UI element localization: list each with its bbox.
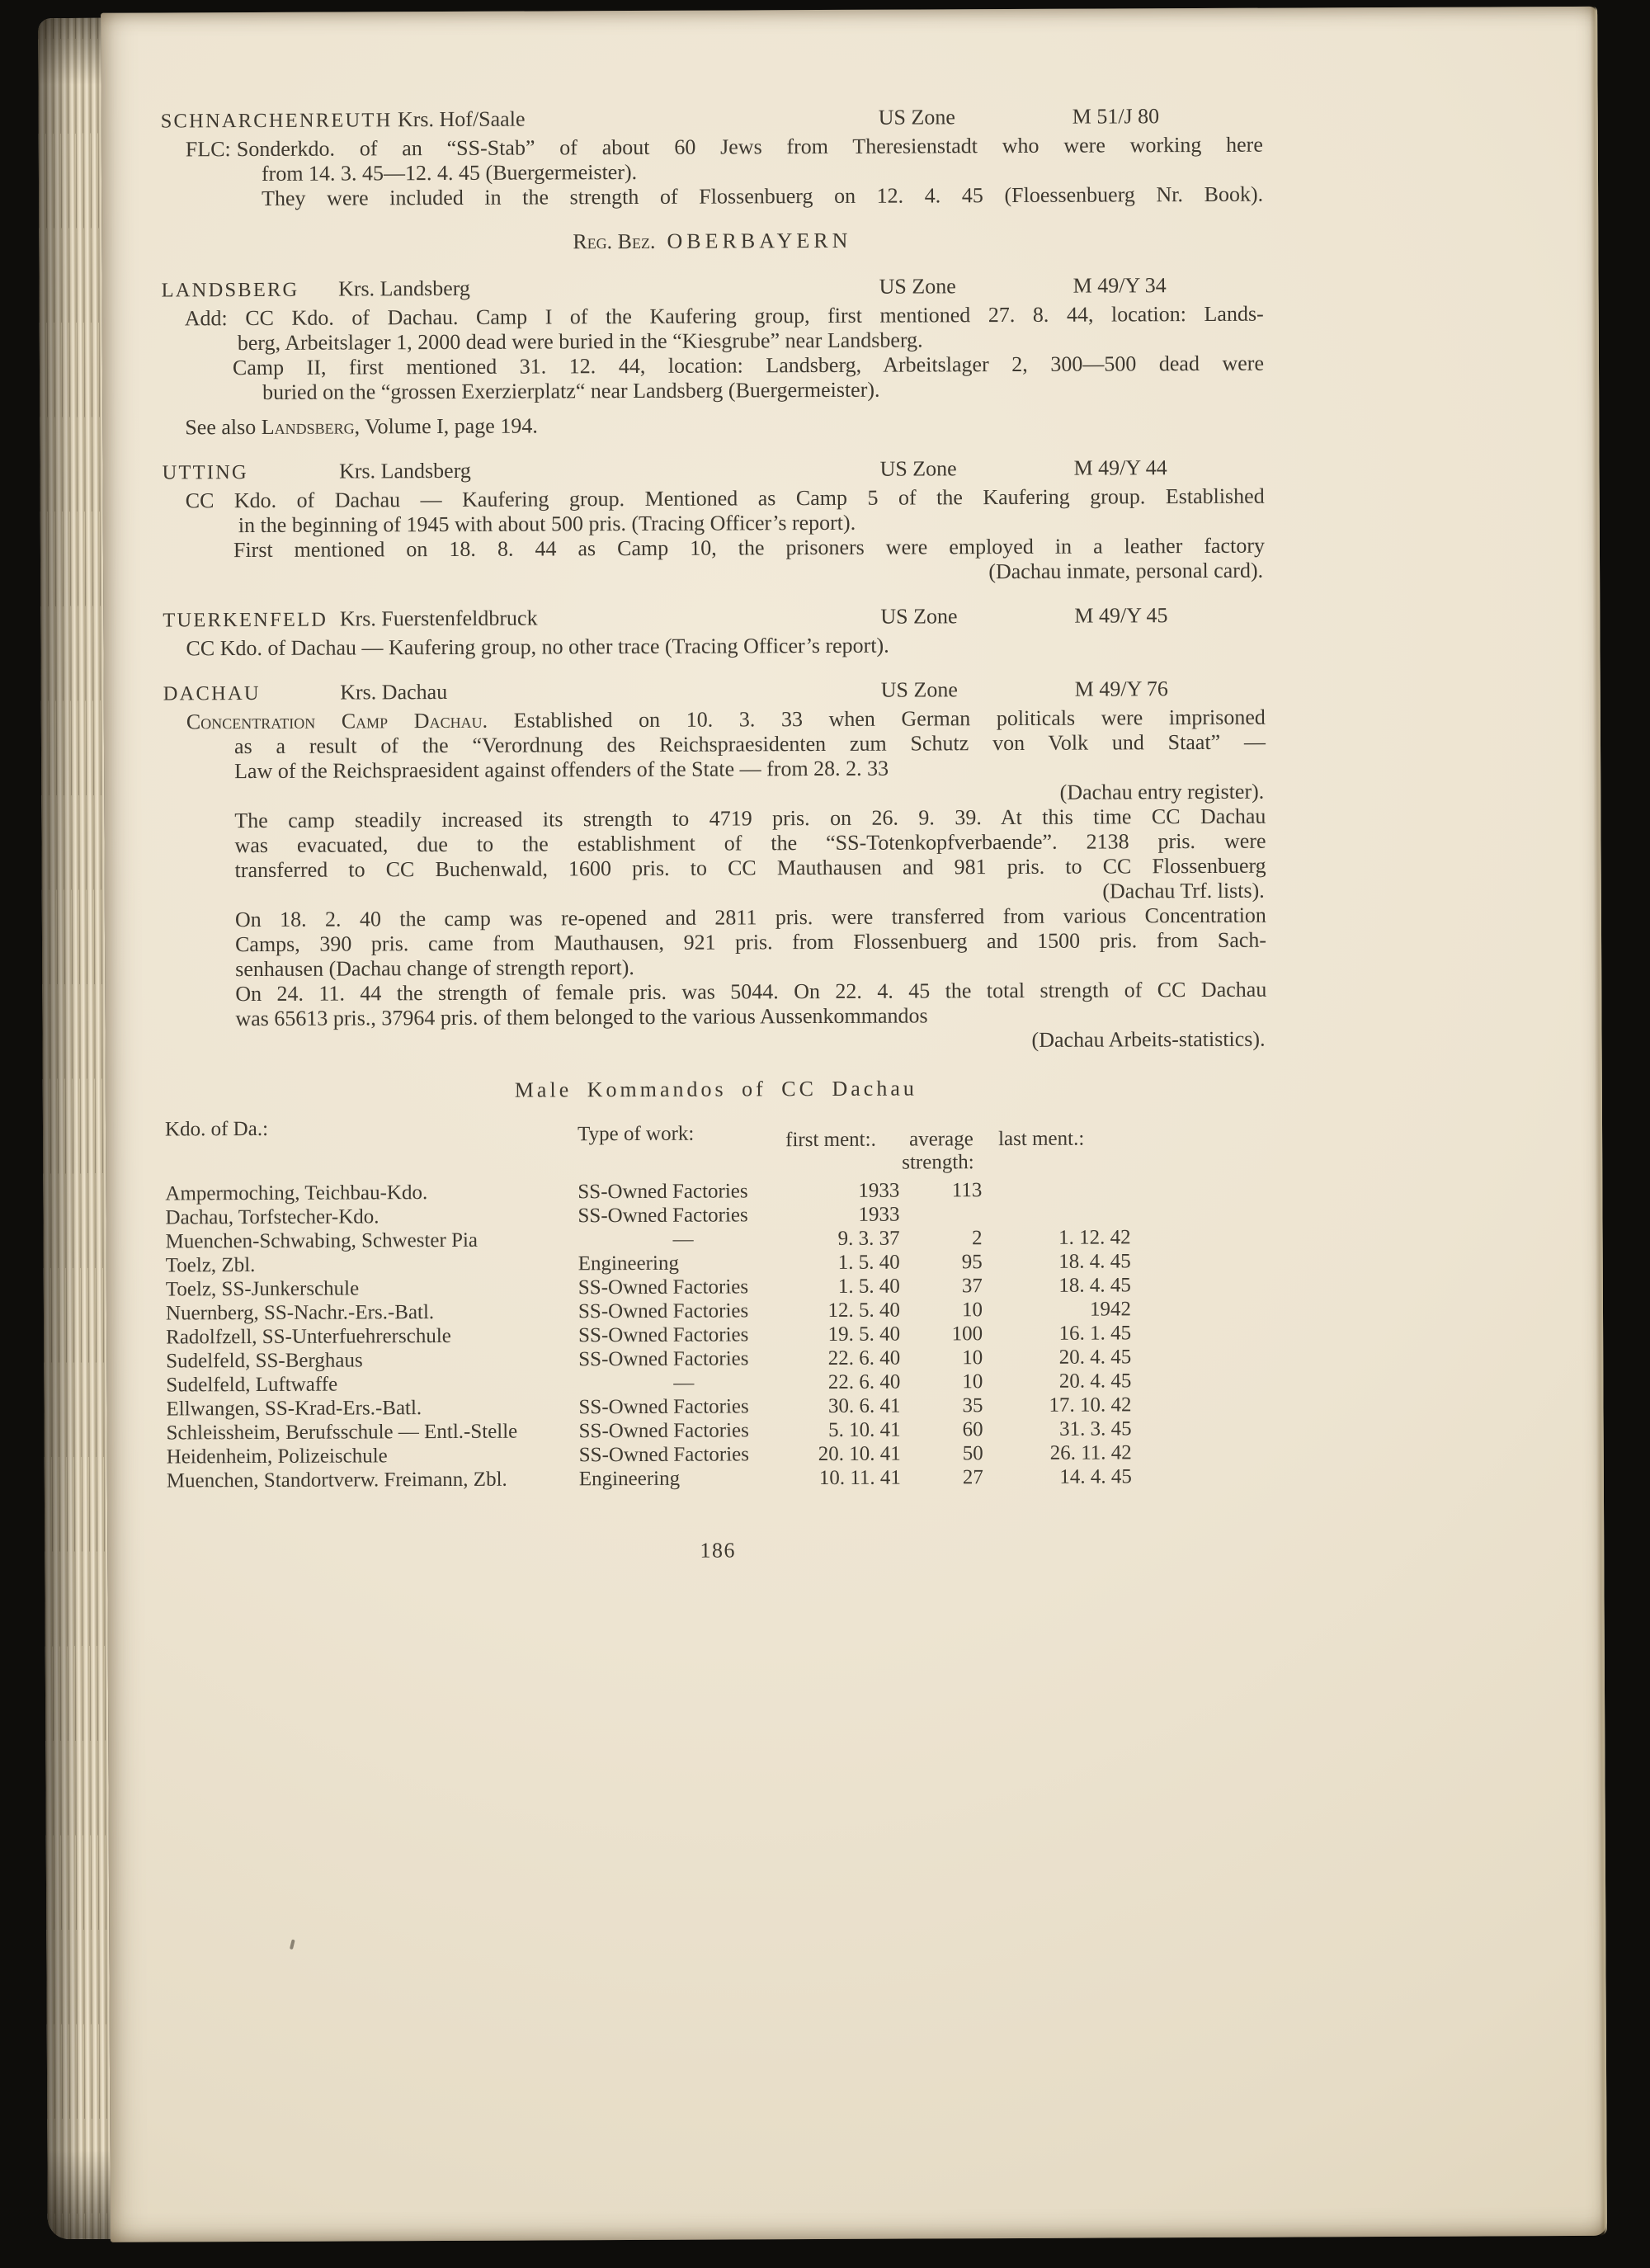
entry-zone: US Zone <box>880 677 958 702</box>
work-type: SS-Owned Factories <box>578 1419 749 1443</box>
entry-map-reference: M 49/Y 34 <box>1072 273 1167 298</box>
work-type: SS-Owned Factories <box>578 1180 748 1204</box>
column-header-kdo: Kdo. of Da.: <box>164 1117 269 1141</box>
see-also-line <box>162 411 1264 441</box>
first-mentioned: 1933 <box>858 1203 900 1226</box>
entry-name: TUERKENFELD <box>163 608 328 632</box>
body-line: was 65613 pris., 37964 pris. of them belonged to the various Aussenkommandos <box>235 1003 928 1031</box>
kommando-name: Muenchen-Schwabing, Schwester Pia <box>165 1228 478 1253</box>
last-mentioned: 17. 10. 42 <box>1049 1393 1132 1417</box>
work-type: — <box>673 1371 695 1394</box>
source-reference-line: (Dachau entry register). <box>1059 779 1265 804</box>
average-strength: 10 <box>961 1299 983 1322</box>
first-mentioned: 22. 6. 40 <box>827 1370 901 1393</box>
last-mentioned <box>982 1201 1130 1226</box>
kommando-name: Dachau, Torfstecher-Kdo. <box>165 1205 380 1229</box>
first-mentioned: 19. 5. 40 <box>827 1323 901 1346</box>
first-mentioned: 5. 10. 41 <box>828 1418 901 1441</box>
stacked-page-edges <box>38 18 111 2239</box>
average-strength: 10 <box>962 1346 983 1370</box>
entry-schnarchenreuth <box>161 104 1264 212</box>
last-mentioned: 31. 3. 45 <box>1059 1417 1132 1440</box>
entry-district: Krs. Fuerstenfeldbruck <box>339 606 538 631</box>
body-line: transferred to CC Buchenwald, 1600 pris. to CC Mauthausen and 981 pris. to CC Flossenbuerg <box>234 853 1266 883</box>
camp-lead-in: Concentration Camp Dachau. <box>186 708 488 734</box>
body-line: CC Kdo. of Dachau — Kaufering group. Mentioned as Camp 5 of the Kaufering group. Established <box>185 483 1265 513</box>
entry-tuerkenfeld <box>163 603 1265 662</box>
last-mentioned: 18. 4. 45 <box>1058 1250 1131 1273</box>
average-strength <box>899 1202 982 1226</box>
kommando-name: Sudelfeld, SS-Berghaus <box>166 1349 363 1373</box>
first-mentioned: 30. 6. 41 <box>827 1394 901 1417</box>
ink-speck <box>290 1940 295 1950</box>
entry-name: DACHAU <box>163 681 261 705</box>
flc-label: FLC: <box>185 137 231 162</box>
body-text: Established on 10. 3. 33 when German politicals were imprisoned <box>487 705 1266 733</box>
work-type: SS-Owned Factories <box>578 1204 748 1228</box>
work-type: Engineering <box>578 1252 679 1275</box>
see-also-text: , Volume I, page 194. <box>354 413 538 439</box>
entry-district: Krs. Hof/Saale <box>397 106 526 132</box>
first-mentioned: 1. 5. 40 <box>837 1251 900 1274</box>
entry-header <box>163 603 1265 634</box>
kommando-name: Nuernberg, SS-Nachr.-Ers.-Batl. <box>165 1301 435 1325</box>
kommando-name: Toelz, SS-Junkerschule <box>165 1277 360 1301</box>
average-strength: 95 <box>961 1251 983 1274</box>
page-number: 186 <box>700 1538 737 1563</box>
average-strength: 10 <box>962 1370 983 1393</box>
last-mentioned: 20. 4. 45 <box>1058 1346 1132 1369</box>
last-mentioned: 1. 12. 42 <box>1058 1226 1131 1249</box>
kommando-name: Radolfzell, SS-Unterfuehrerschule <box>166 1324 451 1349</box>
first-mentioned: 1. 5. 40 <box>837 1275 900 1298</box>
last-mentioned: 20. 4. 45 <box>1058 1370 1132 1393</box>
body-line: Add: CC Kdo. of Dachau. Camp I of the Kaufering group, first mentioned 27. 8. 44, location: Lands- <box>184 301 1264 331</box>
average-strength: 27 <box>962 1466 983 1489</box>
kommando-name: Ampermoching, Teichbau-Kdo. <box>165 1181 428 1205</box>
last-mentioned: 1942 <box>1089 1298 1132 1321</box>
first-mentioned: 1933 <box>858 1179 900 1202</box>
region-prefix: Reg. Bez. <box>573 229 656 254</box>
column-header-first-mentioned: first ment:. <box>785 1128 876 1152</box>
average-strength: 37 <box>961 1275 983 1298</box>
average-strength: 50 <box>962 1442 983 1465</box>
body-line: was evacuated, due to the establishment of the “SS-Totenkopfverbaende”. 2138 pris. were <box>234 828 1266 858</box>
work-type: SS-Owned Factories <box>578 1443 750 1467</box>
column-header-average: average <box>909 1128 974 1151</box>
last-mentioned: 18. 4. 45 <box>1058 1274 1131 1297</box>
entry-zone: US Zone <box>879 456 957 481</box>
work-type: SS-Owned Factories <box>578 1395 749 1419</box>
first-mentioned: 22. 6. 40 <box>827 1346 901 1370</box>
kommando-name: Toelz, Zbl. <box>165 1254 256 1277</box>
entry-header <box>162 455 1264 486</box>
first-mentioned: 12. 5. 40 <box>827 1299 901 1322</box>
work-type: Engineering <box>578 1467 681 1491</box>
column-header-last-mentioned: last ment.: <box>998 1127 1085 1151</box>
region-name: OBERBAYERN <box>667 228 852 253</box>
column-header-type: Type of work: <box>577 1122 695 1146</box>
average-strength: 60 <box>962 1418 983 1441</box>
entry-zone: US Zone <box>879 274 956 299</box>
see-also-camp: Landsberg <box>261 414 355 439</box>
last-mentioned: 26. 11. 42 <box>1049 1441 1132 1464</box>
first-mentioned: 20. 10. 41 <box>818 1442 901 1466</box>
book-page <box>38 7 1607 2242</box>
entry-map-reference: M 49/Y 45 <box>1074 603 1168 628</box>
kommando-name: Muenchen, Standortverw. Freimann, Zbl. <box>166 1468 507 1492</box>
last-mentioned: 16. 1. 45 <box>1058 1322 1132 1345</box>
entry-dachau <box>163 677 1267 1057</box>
average-strength: 35 <box>962 1394 983 1417</box>
see-also-text: See also <box>185 414 262 440</box>
body-line: Camps, 390 pris. came from Mauthausen, 921 pris. from Flossenbuerg and 1500 pris. from Sach- <box>234 927 1267 957</box>
average-strength: 100 <box>951 1323 983 1346</box>
table-header <box>165 1113 1267 1182</box>
entry-district: Krs. Landsberg <box>338 276 470 301</box>
entry-utting <box>162 455 1265 588</box>
source-reference-line: (Dachau Trf. lists). <box>1102 878 1265 903</box>
entry-name: LANDSBERG <box>161 278 299 302</box>
entry-district: Krs. Dachau <box>340 679 448 705</box>
entry-map-reference: M 49/Y 44 <box>1073 455 1167 480</box>
work-type: SS-Owned Factories <box>578 1275 749 1299</box>
body-line: Law of the Reichspraesident against offenders of the State — from 28. 2. 33 <box>234 756 889 784</box>
kommando-name: Schleissheim, Berufsschule — Entl.-Stelle <box>166 1420 518 1445</box>
page-content <box>161 104 1270 1566</box>
body-line: berg, Arbeitslager 1, 2000 dead were buried in the “Kiesgrube” near Landsberg. <box>237 328 923 356</box>
body-line: On 24. 11. 44 the strength of female pris. was 5044. On 22. 4. 45 the total strength of CC Dachau <box>235 977 1267 1007</box>
body-line: buried on the “grossen Exerzierplatz“ near Landsberg (Buergermeister). <box>262 377 880 404</box>
body-line: CC Kdo. of Dachau — Kaufering group, no other trace (Tracing Officer’s report). <box>186 633 889 661</box>
work-type: SS-Owned Factories <box>578 1299 749 1323</box>
entry-header <box>161 104 1263 134</box>
entry-map-reference: M 49/Y 76 <box>1074 677 1168 701</box>
work-type: SS-Owned Factories <box>578 1347 749 1371</box>
source-reference-line: (Dachau Arbeits-statistics). <box>1031 1026 1266 1052</box>
region-heading <box>161 227 1263 257</box>
body-line: The camp steadily increased its strength to 4719 pris. on 26. 9. 39. At this time CC Dachau <box>234 804 1266 833</box>
entry-name: UTTING <box>162 461 248 484</box>
body-line: On 18. 2. 40 the camp was re-opened and 2811 pris. were transferred from various Concentration <box>234 903 1266 932</box>
first-mentioned: 9. 3. 37 <box>837 1227 900 1250</box>
work-type: SS-Owned Factories <box>578 1323 749 1347</box>
kommando-name: Ellwangen, SS-Krad-Ers.-Batl. <box>166 1397 422 1421</box>
average-strength: 113 <box>951 1179 983 1202</box>
entry-map-reference: M 51/J 80 <box>1072 104 1160 129</box>
body-line: They were included in the strength of Flossenbuerg on 12. 4. 45 (Floessenbuerg Nr. Book). <box>262 182 1264 210</box>
column-header-strength: strength: <box>902 1151 974 1174</box>
body-line: First mentioned on 18. 8. 44 as Camp 10, the prisoners were employed in a leather factory <box>233 533 1266 563</box>
entry-district: Krs. Landsberg <box>338 458 471 483</box>
first-mentioned: 10. 11. 41 <box>818 1466 901 1490</box>
entry-header <box>163 677 1266 707</box>
body-text: Sonderkdo. of an “SS-Stab” of about 60 Jews from Theresienstadt who were working here <box>236 132 1263 162</box>
entry-name: SCHNARCHENREUTH <box>160 109 393 133</box>
kommando-name: Sudelfeld, Luftwaffe <box>166 1373 338 1397</box>
body-line: in the beginning of 1945 with about 500 pris. (Tracing Officer’s report). <box>238 510 856 538</box>
page-surface <box>101 7 1607 2242</box>
body-line: as a result of the “Verordnung des Reichspraesidenten zum Schutz von Volk und Staat” — <box>233 729 1266 759</box>
table-row <box>167 1464 1269 1493</box>
entry-zone: US Zone <box>878 105 955 130</box>
last-mentioned <box>982 1177 1130 1202</box>
kommando-name: Heidenheim, Polizeischule <box>166 1445 388 1469</box>
body-line: from 14. 3. 45—12. 4. 45 (Buergermeister). <box>261 159 638 186</box>
kommando-table <box>165 1113 1269 1493</box>
body-line: senhausen (Dachau change of strength report). <box>235 955 634 982</box>
average-strength: 2 <box>972 1227 983 1250</box>
entry-zone: US Zone <box>880 604 958 629</box>
kommandos-heading: Male Kommandos of CC Dachau <box>514 1076 917 1102</box>
last-mentioned: 14. 4. 45 <box>1059 1465 1132 1488</box>
entry-landsberg <box>162 273 1265 441</box>
source-reference-line: (Dachau inmate, personal card). <box>988 558 1264 584</box>
entry-header <box>162 273 1264 304</box>
body-line: Camp II, first mentioned 31. 12. 44, location: Landsberg, Arbeitslager 2, 300—500 dead were <box>232 351 1265 380</box>
work-type: — <box>672 1228 694 1251</box>
